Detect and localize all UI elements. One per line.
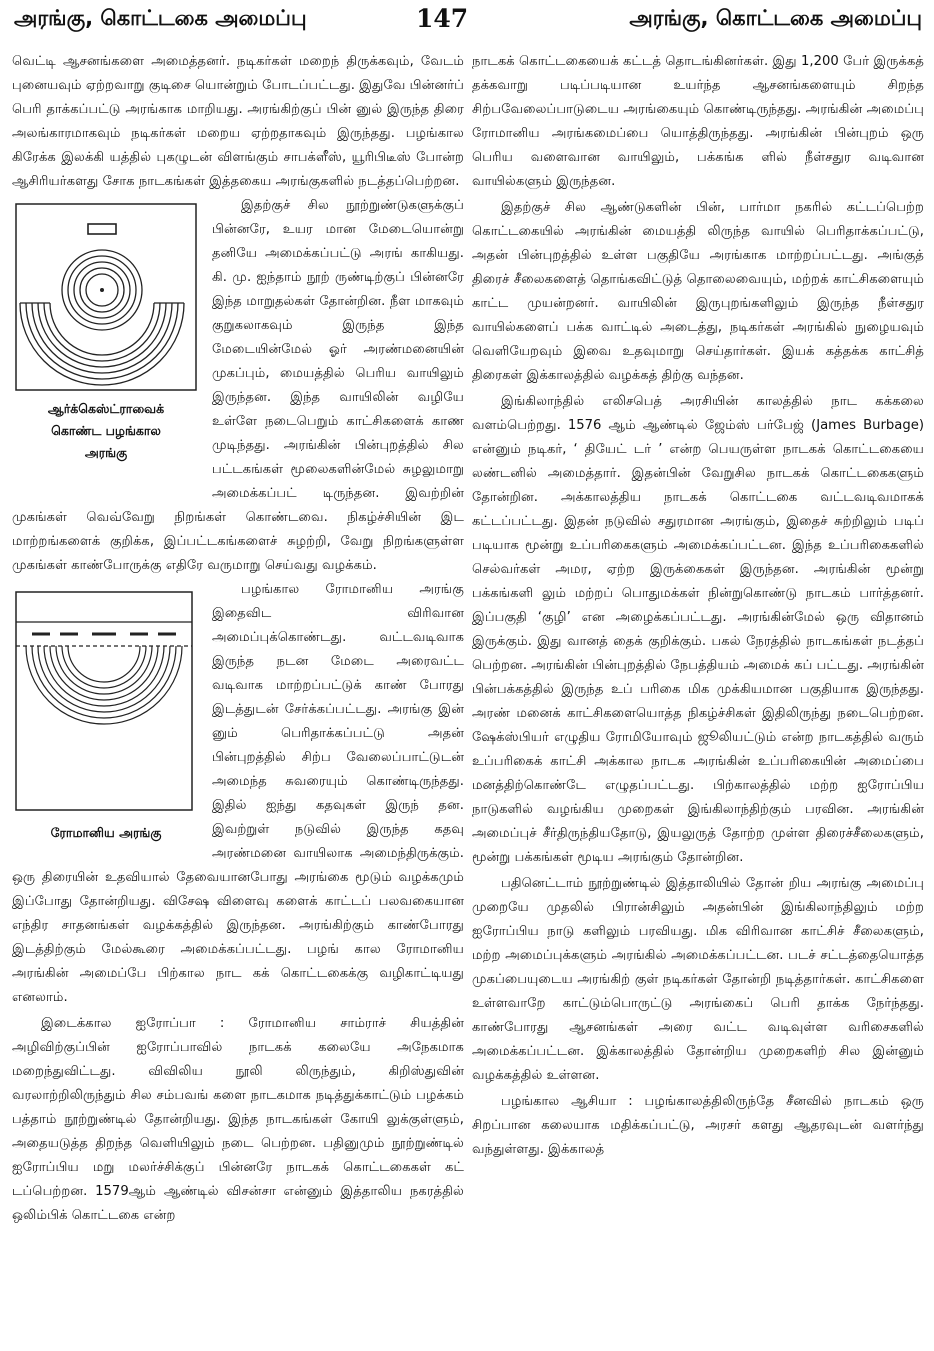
figure-2-caption: ரோமானிய அரங்கு (50, 825, 162, 840)
left-para-1: வெட்டி ஆசனங்களை அமைத்தனர். நடிகர்கள் மறைந் திருக்கவும், வேடம் புனையவும் ஏற்றவாறு குடிசை யொன்றும் போடப்பட்டது. இதுவே பின்னர்ப் பெரி தாக்கப்பட்டு அரங்காக மாறியது. அரங்கிற்குப் பின் னுல் இருந்த திரை அலங்காரமாகவும் நடிகர்கள் மறைய ஏற்றதாகவும் இருந்தது. பழங்கால கிரேக்க இலக்கி யத்தில் புகழுடன் விளங்கும் சாபக்ளீஸ், யூரிபிடீஸ் போன்ற ஆசிரியர்களது சோக நாடகங்கள் இத்தகைய அரங்குகளில் நடத்தப்பெற்றன. (12, 54, 464, 189)
figure-1-caption (12, 398, 200, 464)
right-para-3: இங்கிலாந்தில் எலிசபெத் அரசியின் காலத்தில் நாட கக்கலை வளம்பெற்றது. 1576 ஆம் ஆண்டில் ஜேம்ஸ் பர்பேஜ் (James Burbage) என்னும் நடிகர், ‘ தியேட் டர் ’ என்ற பெயருள்ள நாடகக் கொட்டகையை லண்டனில் அமைத்தார். இதன்பின் வேறுசில நாடகக் கொட்டகைகளும் தோன்றின. அக்காலத்திய நாடகக் கொட்டகை வட்டவடிவமாகக் கட்டப்பட்டது. இதன் நடுவில் சதுரமான அரங்கும், இதைச் சுற்றிலும் படிப் படியாக மூன்று உப்பரிகைகளும் அமைக்கப்பட்டன. இந்த உப்பரிகைகளில் செல்வர்கள் அமர, ஏற்ற இருக்கைகள் இருந்தன. அரங்கின் மூன்று பக்கங்களி லும் மற்றப் பொதுமக்கள் நின்றுகொண்டு நாடகம் பார்த்தனர். இப்பகுதி ‘குழி’ என அழைக்கப்பட்டது. அரங்கின்மேல் ஒரு விதானம் இருக்கும். இது வானத் தைக் குறிக்கும். பகல் நேரத்தில் நாடகங்கள் நடத்தப் பெற்றன. அரங்கின் பின்புறத்தில் நேபத்தியம் அமைக் கப் பட்டது. அரங்கின் பின்பக்கத்தில் இருந்த உப் பரிகை மிக முக்கியமான பகுதியாக இருந்தது. அரண் மனைக் காட்சிகளையொத்த நிகழ்ச்சிகள் இதிலிருந்து நடைபெற்றன. ஷேக்ஸ்பியர் எழுதிய ரோமியோவும் ஜூலியட்டும் என்ற நாடகத்தில் வரும் உப்பரிகைக் காட்சி அக்கால நாடக அரங்கின் உப்பரிகையின் அமைப்பை மனத்திற்கொண்டே எழுதப்பட்டது. பிற்காலத்தில் மற்ற ஐரோப்பிய நாடுகளில் வழங்கிய முறைகள் இங்கிலாந்திற்கும் பரவின. அரங்கின் அமைப்புச் சீர்திருந்தியதோடு, இயலுருத் தோற்ற முள்ள திரைச்சீலைகளும், மூன்று பக்கங்கள் மூடிய அரங்கும் தோன்றின. (472, 394, 924, 865)
header-left-title: அரங்கு, கொட்டகை அமைப்பு (14, 6, 307, 30)
figure-1-caption-line-3: அரங்கு (84, 445, 128, 460)
right-para-1: நாடகக் கொட்டகையைக் கட்டத் தொடங்கினர்கள். இது 1,200 பேர் இருக்கத் தக்கவாறு படிப்படியான உயர்ந்த ஆசனங்களையும் சிறந்த சிற்பவேலைப்பாடுடைய அரங்கையும் கொண்டிருந்தது. அரங்கின் அமைப்பு ரோமானிய அரங்கமைப்பை யொத்திருந்தது. அரங்கின் பின்புறம் ஒரு பெரிய வளைவான வாயிலும், பக்கங்க ளில் நீள்சதுர வடிவான வாயில்களும் இருந்தன. (472, 54, 924, 189)
left-para-3: பழங்கால ரோமானிய அரங்கு இதைவிட விரிவான அமைப்புக்கொண்டது. வட்டவடிவாக இருந்த நடன மேடை அரைவட்ட வடிவாக மாற்றப்பட்டுக் காண் போரது இடத்துடன் சேர்க்கப்பட்டது. அரங்கு இன் னும் பெரிதாக்கப்பட்டு அதன் பின்புறத்தில் சிற்ப வேலைப்பாட்டுடன் அமைந்த சுவரையும் கொண்டிருந்தது. இதில் ஐந்து கதவுகள் இருந் தன. இவற்றுள் நடுவில் இருந்த கதவு அரண்மனை வாயிலாக அமைந்திருக்கும். ஒரு திரையின் உதவியால் தேவையானபோது அரங்கை மூடும் வழக்கமும் இப்போது தோன்றியது. விசேஷ விளைவு களைக் காட்டப் பலவகையான எந்திர சாதனங்கள் வழக்கத்தில் இருந்தன. அரங்கிற்கும் காண்போரது இடத்திற்கும் மேல்கூரை அமைக்கப்பட்டது. பழங் கால ரோமானிய அரங்கின் அமைப்பே பிற்கால நாட கக் கொட்டகைக்கு வழிகாட்டியது எனலாம். (12, 582, 464, 1005)
right-para-2: இதற்குச் சில ஆண்டுகளின் பின், பார்மா நகரில் கட்டப்பெற்ற கொட்டகையில் அரங்கின் மையத்தி லிருந்த வாயில் பெரிதாக்கப்பட்டு, அதன் பின்புறத்தில் உள்ள பகுதியே அரங்காக மாற்றப்பட்டது. அங்குத் திரைச் சீலைகளைத் தொங்கவிட்டுத் தொலைவையும், மற்றக் காட்சிகளையும் காட்ட முயன்றனர். வாயிலின் இருபுறங்களிலும் இருந்த நீள்சதுர வாயில்களைப் பக்க வாட்டில் அடைத்து, நடிகர்கள் அரங்கில் நுழையவும் வெளியேறவும் இவை உதவுமாறு செய்தார்கள். இயக் கத்தக்க காட்சித் திரைகள் இக்காலத்தில் வழக்கத் திற்கு வந்தன. (472, 200, 924, 383)
figure-1-caption-line-2: கொண்ட பழங்கால (51, 423, 161, 438)
left-para-4: இடைக்கால ஐரோப்பா : ரோமானிய சாம்ராச் சியத்தின் அழிவிற்குப்பின் ஐரோப்பாவில் நாடகக் கலையே அநேகமாக மறைந்துவிட்டது. விவிலிய நூலி லிருந்தும், கிறிஸ்துவின் வரலாற்றிலிருந்தும் சில சம்பவங் களை நாடகமாக நடித்துக்காட்டும் பழக்கம் பத்தாம் நூற்றுண்டில் தோன்றியது. இந்த நாடகங்கள் கோயி லுக்குள்ளும், அதையடுத்த திறந்த வெளியிலும் நடை பெற்றன. பதினுமும் நூற்றுண்டில் ஐரோப்பிய மறு மலர்ச்சிக்குப் பின்னரே நாடகக் கொட்டகைகள் கட் டப்பெற்றன. 1579ஆம் ஆண்டில் விசன்சா என்னும் இத்தாலிய நகரத்தில் ஒலிம்பிக் கொட்டகை என்ற (12, 1016, 464, 1223)
right-column (472, 50, 924, 1345)
roman-theatre-diagram (12, 582, 200, 822)
right-para-5: பழங்கால ஆசியா : பழங்காலத்திலிருந்தே சீனவில் நாடகம் ஒரு சிறப்பான கலையாக மதிக்கப்பட்டு, அரசர் களது ஆதரவுடன் வளர்ந்து வந்துள்ளது. இக்காலத் (472, 1094, 924, 1157)
left-para-2: இதற்குச் சில நூற்றுண்டுகளுக்குப் பின்னரே, உயர மான மேடையொன்று தனியே அமைக்கப்பட்டு அரங் காகியது. கி. மு. ஐந்தாம் நூற் ருண்டிற்குப் பின்னரே இந்த மாறுதல்கள் தோன்றின. நீள மாகவும் குறுகலாகவும் இருந்த இந்த மேடையின்மேல் ஓர் அரண்மனையின் முகப்பும், மையத்தில் பெரிய வாயிலும் இருந்தன. இந்த வாயிலின் வழியே உள்ளே நடைபெறும் காட்சிகளைக் காண முடிந்தது. அரங்கின் பின்புறத்தில் சில பட்டகங்கள் மூலைகளின்மேல் சுழலுமாறு அமைக்கப்பட் டிருந்தன. இவற்றின் முகங்கள் வெவ்வேறு நிறங்கள் கொண்டவை. நிகழ்ச்சியின் இட மாற்றங்களைக் குறிக்க, இப்பட்டகங்களைச் சுழற்றி, வேறு நிறங்களுள்ள முகங்கள் காண்போருக்கு எதிரே வருமாறு செய்வது வழக்கம். (12, 198, 464, 573)
page-number: 147 (416, 4, 469, 33)
figure-greek-orchestra-theatre (12, 198, 200, 498)
figure-1-caption-line-1: ஆர்க்கெஸ்ட்ராவைக் (47, 401, 165, 416)
right-para-4: பதினெட்டாம் நூற்றுண்டில் இத்தாலியில் தோன் றிய அரங்கு அமைப்பு முறையே முதலில் பிரான்சிலும் அதன்பின் இங்கிலாந்திலும் மற்ற ஐரோப்பிய நாடு களிலும் பரவியது. மிக விரிவான காட்சிச் சீலைகளும், மற்ற அமைப்புக்களும் அரங்கில் அமைக்கப்பட்டன. படச் சட்டத்தையொத்த முகப்பையுடைய அரங்கிற் குள் நடிகர்கள் தோன்றி நடித்தார்கள். காட்சிகளை உள்ளவாறே காட்டும்பொருட்டு அரங்கைப் பெரி தாக்க நேர்ந்தது. காண்போரது ஆசனங்கள் அரை வட்ட வடிவுள்ள வரிசைகளில் அமைக்கப்பட்டன. இக்காலத்தில் தோன்றிய முறைகளிற் சில இன்னும் வழக்கத்தில் உள்ளன. (472, 876, 924, 1083)
running-head (0, 4, 934, 38)
greek-theatre-diagram (12, 198, 200, 398)
header-right-title: அரங்கு, கொட்டகை அமைப்பு (629, 6, 922, 30)
left-column (12, 50, 464, 1345)
figure-roman-theatre (12, 582, 200, 852)
